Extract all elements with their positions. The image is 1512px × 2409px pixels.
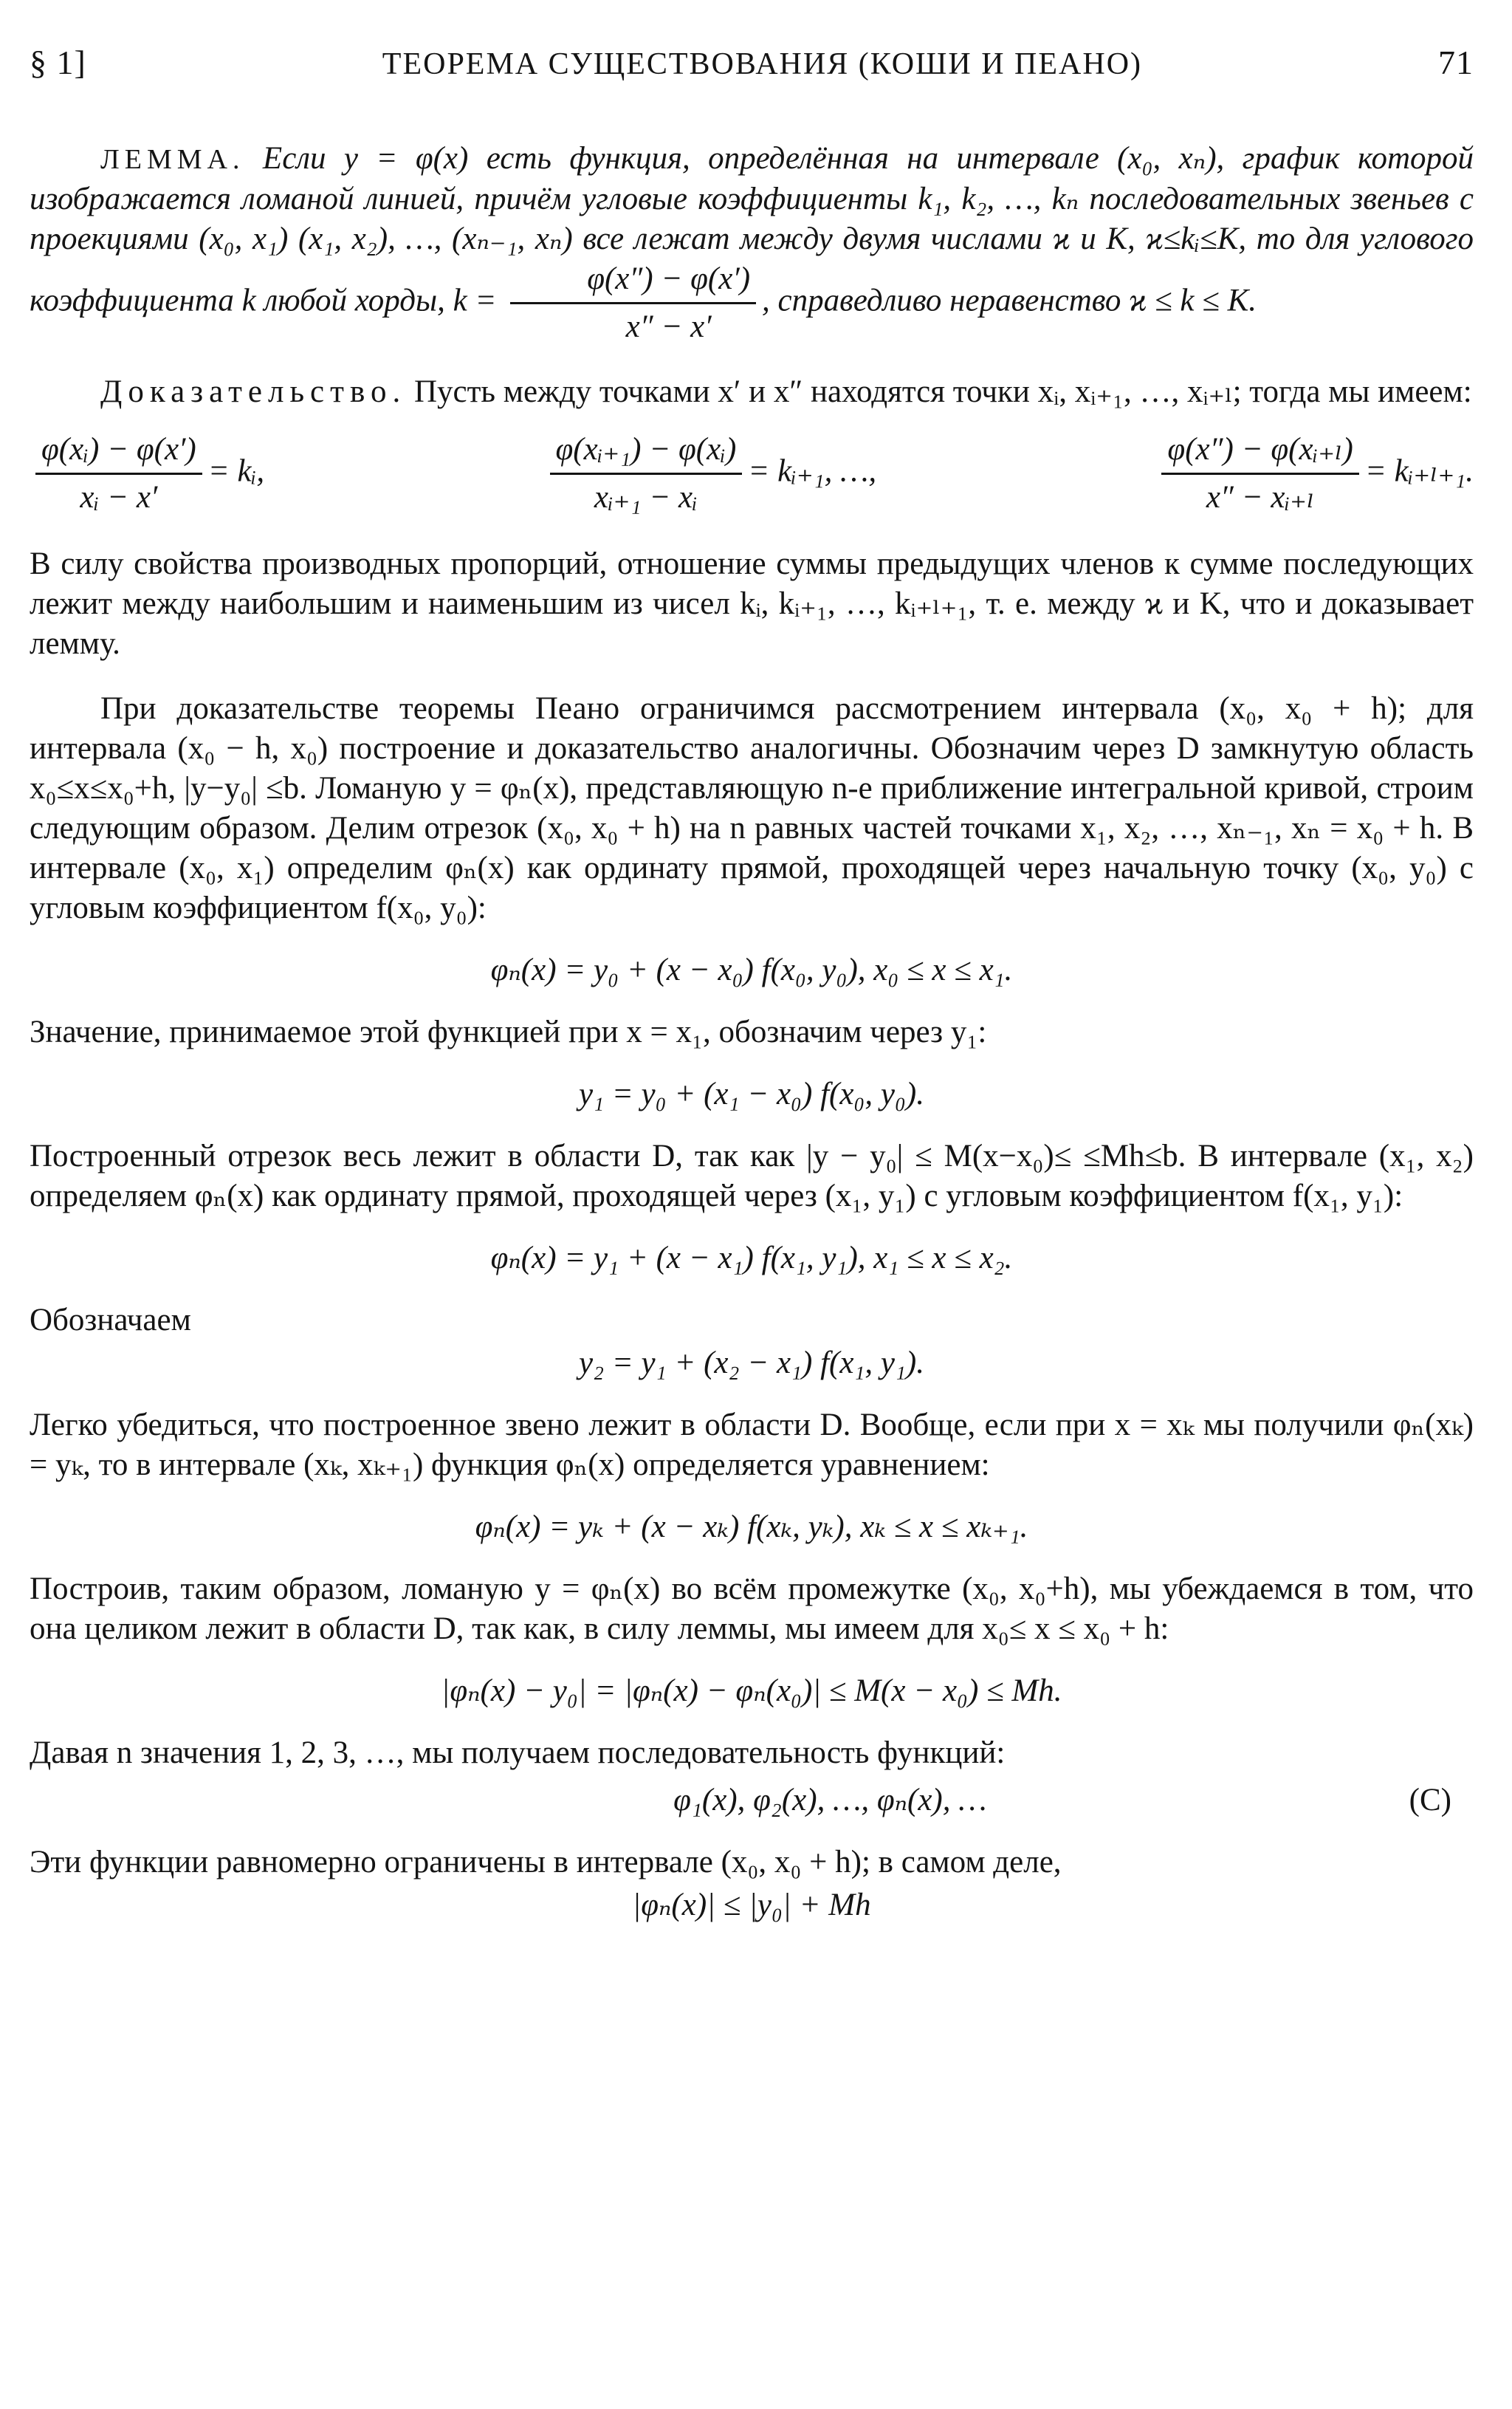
fraction-item	[544, 430, 877, 518]
equation-uniform-bound: |φₙ(x)| ≤ |y₀| + Mh	[632, 1888, 871, 1922]
running-header	[30, 43, 1474, 95]
lemma-chord-fraction	[510, 259, 756, 347]
fraction-denominator: x″ − xᵢ₊ₗ	[1206, 480, 1315, 515]
lemma-fraction-numerator: φ(x″) − φ(x′)	[510, 259, 756, 304]
fraction-rhs: = kᵢ₊₁, …,	[748, 453, 877, 489]
equation-label-c: (C)	[1409, 1783, 1451, 1817]
equation-second-segment: φₙ(x) = y₁ + (x − x₁) f(x₁, y₁), x₁ ≤ x ≤ x₂.	[490, 1241, 1013, 1275]
running-title: ТЕОРЕМА СУЩЕСТВОВАНИЯ (КОШИ И ПЕАНО)	[382, 47, 1143, 81]
lemma-paragraph	[30, 139, 1474, 347]
fraction-numerator: φ(xᵢ₊₁) − φ(xᵢ)	[550, 430, 743, 475]
fraction-item	[30, 430, 264, 518]
lemma-tail: , справедливо неравенство ϰ ≤ k ≤ K.	[762, 283, 1257, 318]
chord-fractions-row	[30, 430, 1474, 518]
paragraph-segment-in-domain: Построенный отрезок весь лежит в области D, так как |y − y₀| ≤ M(x−x₀)≤ ≤Mh≤b. В интервале (x₁, x₂) определяем φₙ(x) как ординату прямой, проходящей через (x₁, y₁) с угловым коэффициентом f(x₁, y₁):	[30, 1139, 1474, 1213]
equation-y2: y₂ = y₁ + (x₂ − x₁) f(x₁, y₁).	[579, 1346, 924, 1380]
page-body	[30, 139, 1474, 1947]
paragraph-sequence: Давая n значения 1, 2, 3, …, мы получаем последовательность функций:	[30, 1735, 1006, 1770]
fraction-item	[1155, 430, 1474, 518]
equation-k-segment: φₙ(x) = yₖ + (x − xₖ) f(xₖ, yₖ), xₖ ≤ x ≤ xₖ₊₁.	[475, 1510, 1028, 1544]
proof-paragraph	[30, 372, 1474, 412]
equation-sequence-c	[30, 1781, 1474, 1820]
fraction-denominator: xᵢ − x′	[80, 480, 158, 515]
equation-bound-y0: |φₙ(x) − y₀| = |φₙ(x) − φₙ(x₀)| ≤ M(x − x₀) ≤ Mh.	[441, 1673, 1062, 1708]
paragraph-construction: При доказательстве теоремы Пеано ограничимся рассмотрением интервала (x₀, x₀ + h); для интервала (x₀ − h, x₀) построение и доказательство аналогичны. Обозначим через D замкнутую область x₀≤x≤x₀+h, |y−y₀| ≤b. Ломаную y = φₙ(x), представляющую n-е приближение интегральной кривой, строим следующим образом. Делим отрезок (x₀, x₀ + h) на n равных частей точками x₁, x₂, …, xₙ₋₁, xₙ = x₀ + h. В интервале (x₀, x₁) определим φₙ(x) как ординату прямой, проходящей через начальную точку (x₀, y₀) с угловым коэффициентом f(x₀, y₀):	[30, 691, 1474, 925]
paragraph-proportions: В силу свойства производных пропорций, отношение суммы предыдущих членов к сумме последующих лежит между наибольшим и наименьшим из чисел kᵢ, kᵢ₊₁, …, kᵢ₊ₗ₊₁, т. е. между ϰ и K, что и доказывает лемму.	[30, 546, 1474, 661]
fraction-numerator: φ(xᵢ) − φ(x′)	[35, 430, 202, 475]
paragraph-general-step: Легко убедиться, что построенное звено лежит в области D. Вообще, если при x = xₖ мы получили φₙ(xₖ) = yₖ, то в интервале (xₖ, xₖ₊₁) функция φₙ(x) определяется уравнением:	[30, 1408, 1474, 1482]
lemma-fraction-denominator: x″ − x′	[625, 309, 712, 344]
fraction-rhs: = kᵢ₊ₗ₊₁.	[1364, 453, 1474, 489]
fraction-rhs: = kᵢ,	[207, 453, 265, 489]
page-number: 71	[1438, 44, 1474, 81]
lemma-label: ЛЕММА.	[100, 144, 245, 175]
section-marker: § 1]	[30, 44, 86, 81]
paragraph-denote: Обозначаем	[30, 1303, 191, 1337]
equation-y1: y₁ = y₀ + (x₁ − x₀) f(x₀, y₀).	[579, 1077, 924, 1111]
sequence-formula: φ₁(x), φ₂(x), …, φₙ(x), …	[673, 1783, 987, 1817]
fraction-denominator: xᵢ₊₁ − xᵢ	[594, 480, 698, 515]
fraction-numerator: φ(x″) − φ(xᵢ₊ₗ)	[1161, 430, 1358, 475]
equation-first-segment: φₙ(x) = y₀ + (x − x₀) f(x₀, y₀), x₀ ≤ x ≤ x₁.	[490, 953, 1013, 987]
paragraph-uniform-bound: Эти функции равномерно ограничены в интервале (x₀, x₀ + h); в самом деле,	[30, 1845, 1062, 1879]
proof-label: Доказательство.	[100, 374, 407, 409]
proof-text: Пусть между точками x′ и x″ находятся точки xᵢ, xᵢ₊₁, …, xᵢ₊ₗ; тогда мы имеем:	[413, 374, 1472, 409]
paragraph-value-y1: Значение, принимаемое этой функцией при x = x₁, обозначим через y₁:	[30, 1015, 987, 1049]
paragraph-polyline-in-domain: Построив, таким образом, ломаную y = φₙ(x) во всём промежутке (x₀, x₀+h), мы убеждаемся в том, что она целиком лежит в области D, так как, в силу леммы, мы имеем для x₀≤ x ≤ x₀ + h:	[30, 1572, 1474, 1646]
lemma-text: Если y = φ(x) есть функция, определённая на интервале (x₀, xₙ), график которой изображается ломаной линией, причём угловые коэффициенты k₁, k₂, …, kₙ последовательных звеньев с проекциями (x₀, x₁) (x₁, x₂), …, (xₙ₋₁, xₙ) все лежат между двумя числами ϰ и K, ϰ≤kᵢ≤K, то для углового коэффициента k любой хорды, k =	[30, 141, 1474, 318]
